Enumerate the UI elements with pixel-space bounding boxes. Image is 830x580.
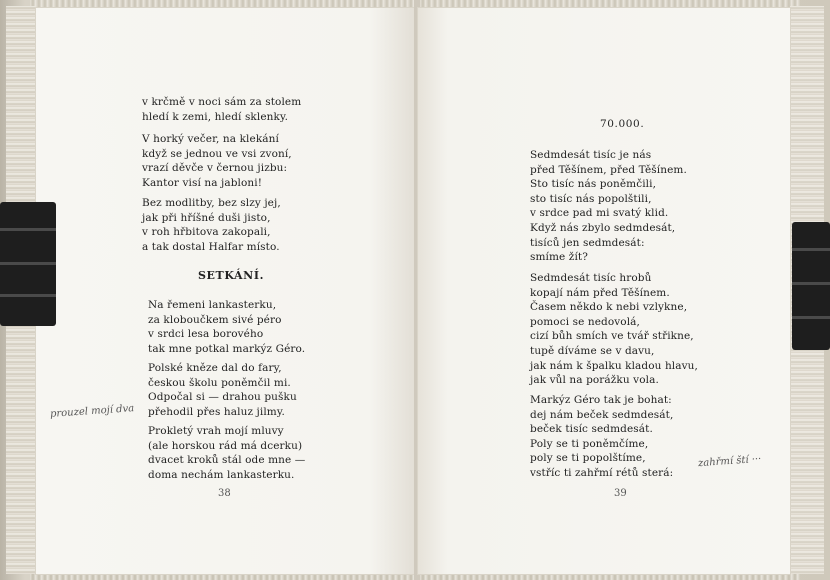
verse-line: za kloboučkem sivé péro [148, 313, 282, 326]
margin-note: prouzel mojí dva [49, 403, 135, 420]
verse-line: tisíců jen sedmdesát: [530, 236, 645, 249]
verse-line: tak mne potkal markýz Géro. [148, 342, 306, 355]
verse-line: v krčmě v noci sám za stolem [142, 96, 302, 108]
verse-line: Když nás zbylo sedmdesát, [530, 221, 676, 234]
stanza [142, 196, 281, 254]
verse-line: smíme žít? [530, 251, 588, 264]
verse-line: jak vůl na porážku vola. [530, 374, 659, 387]
left-page [36, 8, 416, 574]
verse-line: Odpočal si — drahou pušku [148, 391, 297, 404]
verse-line: Na řemeni lankasterku, [148, 299, 277, 311]
verse-line: (ale horskou rád má dcerku) [148, 439, 303, 452]
verse-line: Bez modlitby, bez slzy jej, [142, 197, 281, 209]
stanza [142, 132, 292, 190]
verse-line: hledí k zemi, hledí sklenky. [142, 110, 289, 123]
stanza [530, 148, 687, 265]
poem-title: SETKÁNÍ. [198, 269, 264, 282]
verse-line: Kantor visí na jabloni! [142, 176, 263, 189]
verse-line: tupě díváme se v davu, [530, 344, 655, 357]
stanza [142, 95, 301, 124]
stanza [148, 361, 297, 419]
verse-line: vrazí děvče v černou jizbu: [142, 162, 288, 175]
verse-line: Poly se ti poněmčíme, [530, 437, 649, 450]
verse-line: sto tisíc nás popolštili, [530, 192, 652, 205]
verse-line: V horký večer, na klekání [142, 133, 279, 145]
verse-line: Sto tisíc nás poněmčili, [530, 178, 657, 191]
verse-line: Polské kněze dal do fary, [148, 362, 282, 374]
verse-line: když se jednou ve vsi zvoní, [142, 147, 292, 160]
page-number: 38 [218, 488, 231, 499]
verse-line: českou školu poněmčil mi. [148, 376, 291, 389]
verse-line: a tak dostal Halfar místo. [142, 240, 280, 253]
stanza [148, 298, 305, 356]
verse-line: jak nám k špalku kladou hlavu, [530, 359, 698, 372]
stanza [148, 424, 305, 482]
right-page [418, 8, 790, 574]
verse-line: jak při hříšné duši jisto, [142, 211, 271, 224]
poem-title: 70.000. [600, 118, 645, 130]
verse-line: před Těšínem, před Těšínem. [530, 163, 687, 176]
stanza [530, 393, 673, 481]
verse-line: v srdci lesa borového [148, 328, 264, 341]
verse-line: Sedmdesát tisíc je nás [530, 149, 652, 161]
verse-line: Prokletý vrah mojí mluvy [148, 425, 284, 437]
verse-line: poly se ti popolštíme, [530, 452, 646, 465]
verse-line: beček tisíc sedmdesát. [530, 423, 653, 436]
verse-line: Markýz Géro tak je bohat: [530, 394, 672, 406]
verse-line: v srdce pad mi svatý klid. [530, 207, 669, 220]
verse-line: dvacet kroků stál ode mne — [148, 454, 306, 467]
stanza [530, 271, 698, 388]
margin-note: zahřmí ští ··· [697, 453, 762, 470]
verse-line: doma nechám lankasterku. [148, 468, 295, 481]
verse-line: pomoci se nedovolá, [530, 315, 640, 328]
verse-line: dej nám beček sedmdesát, [530, 408, 674, 421]
verse-line: v roh hřbitova zakopali, [142, 226, 271, 239]
verse-line: vstříc ti zahřmí rétů sterá: [530, 466, 674, 479]
verse-line: Sedmdesát tisíc hrobů [530, 272, 652, 284]
verse-line: přehodil přes haluz jilmy. [148, 405, 285, 418]
verse-line: Časem někdo k nebi vzlykne, [530, 301, 688, 314]
page-number: 39 [614, 488, 627, 499]
verse-line: kopají nám před Těšínem. [530, 286, 670, 299]
verse-line: cizí bůh smích ve tvář střikne, [530, 330, 694, 343]
